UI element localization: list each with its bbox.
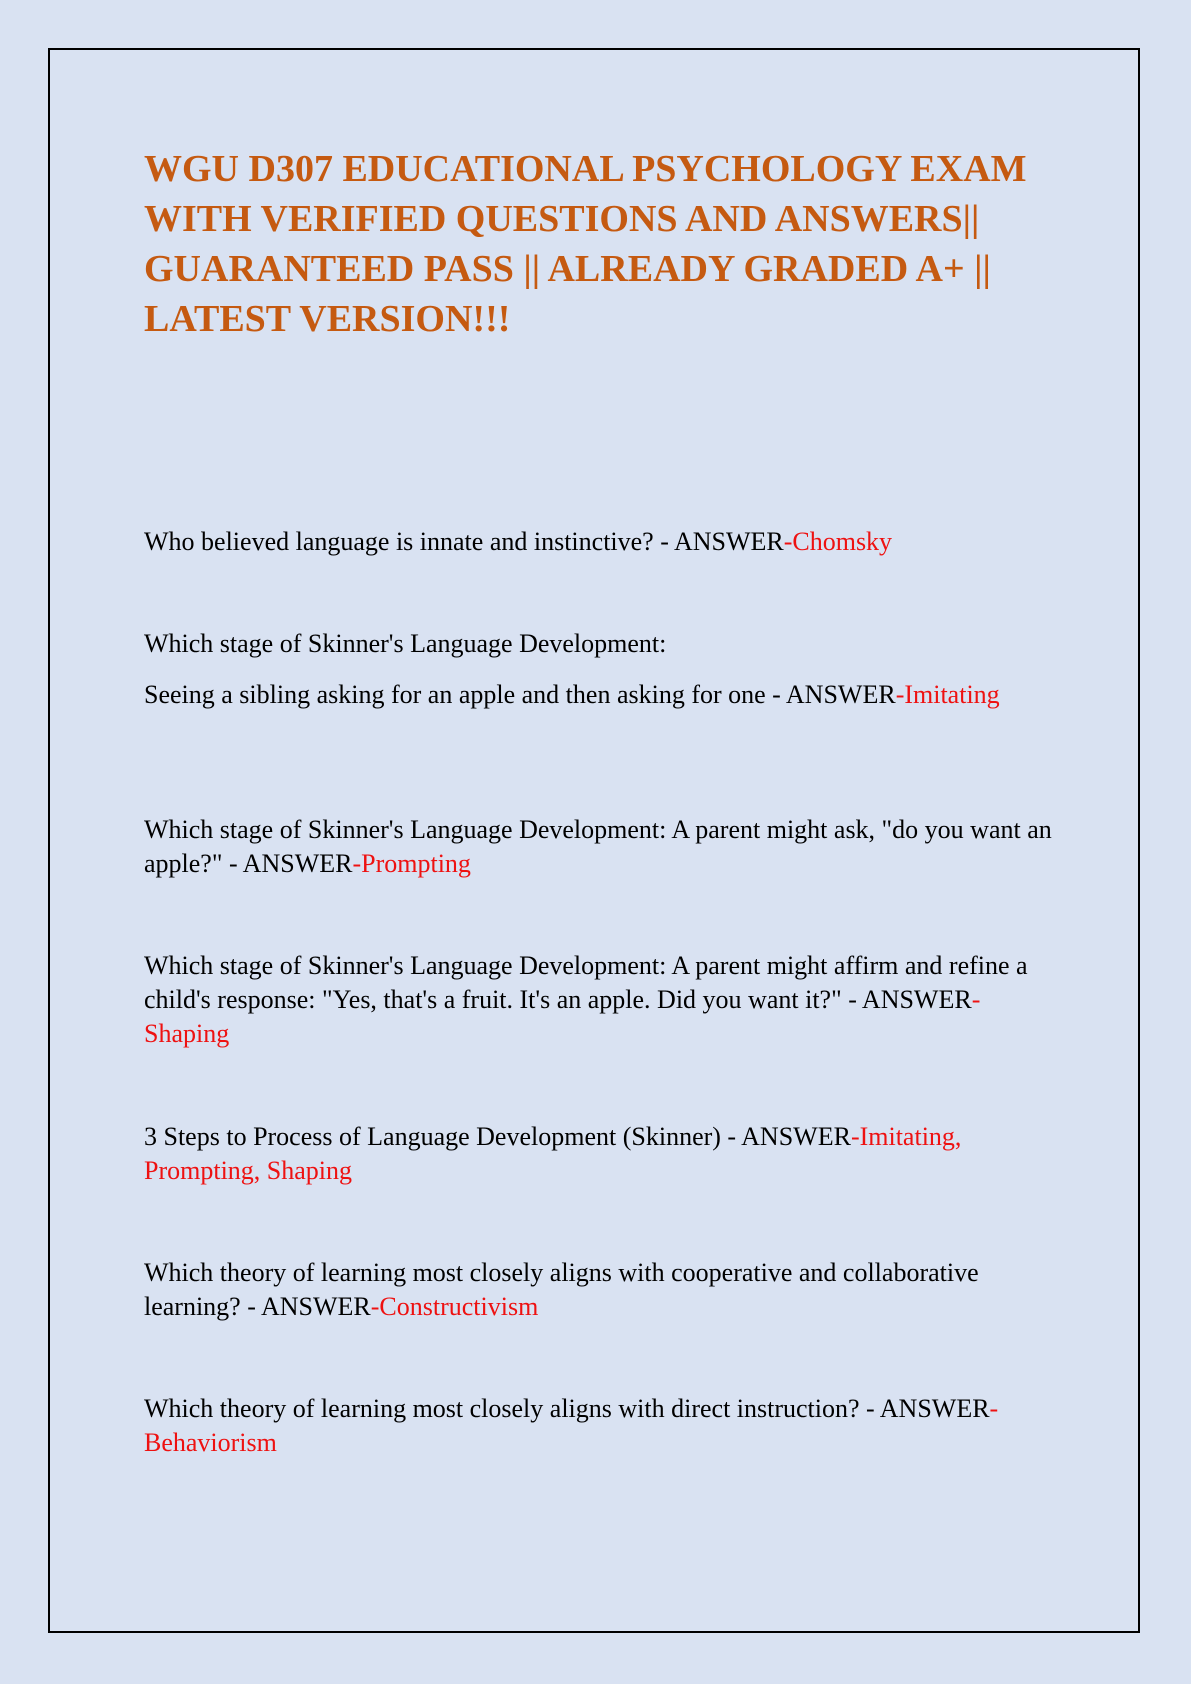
question-text: 3 Steps to Process of Language Development (Skinner) - ANSWER bbox=[144, 1122, 851, 1151]
answer-text: -Shaping bbox=[144, 985, 981, 1048]
qa-item-2-prompt bbox=[144, 627, 1064, 661]
qa-item-5 bbox=[144, 1120, 1064, 1188]
qa-item-4 bbox=[144, 949, 1064, 1051]
question-text: Which stage of Skinner's Language Development: A parent might ask, "do you want an apple?" - ANSWER bbox=[144, 815, 1052, 878]
answer-text: -Imitating, Prompting, Shaping bbox=[144, 1122, 962, 1185]
answer-text: -Prompting bbox=[352, 849, 471, 878]
answer-text: -Behaviorism bbox=[144, 1394, 999, 1457]
question-text: Which theory of learning most closely aligns with cooperative and collaborative learning? - ANSWER bbox=[144, 1258, 979, 1321]
qa-item-3 bbox=[144, 813, 1064, 881]
question-text: Seeing a sibling asking for an apple and then asking for one - ANSWER bbox=[144, 680, 896, 709]
document-title: WGU D307 EDUCATIONAL PSYCHOLOGY EXAM WITH VERIFIED QUESTIONS AND ANSWERS|| GUARANTEED PASS || ALREADY GRADED A+ || LATEST VERSION!!! bbox=[144, 148, 1027, 340]
question-text: Which stage of Skinner's Language Development: A parent might affirm and refine a child's response: "Yes, that's a fruit. It's an apple. Did you want it?" - ANSWER bbox=[144, 951, 1028, 1014]
answer-text: -Constructivism bbox=[370, 1292, 539, 1321]
qa-item-2 bbox=[144, 678, 1064, 712]
qa-item-6 bbox=[144, 1256, 1064, 1324]
answer-text: -Imitating bbox=[895, 680, 1000, 709]
qa-item-1 bbox=[144, 525, 1064, 559]
question-prompt-line: Which stage of Skinner's Language Development: bbox=[144, 629, 667, 658]
question-text: Which theory of learning most closely aligns with direct instruction? - ANSWER bbox=[144, 1394, 990, 1423]
qa-item-7 bbox=[144, 1392, 1064, 1460]
answer-text: -Chomsky bbox=[783, 527, 893, 556]
question-text: Who believed language is innate and instinctive? - ANSWER bbox=[144, 527, 784, 556]
